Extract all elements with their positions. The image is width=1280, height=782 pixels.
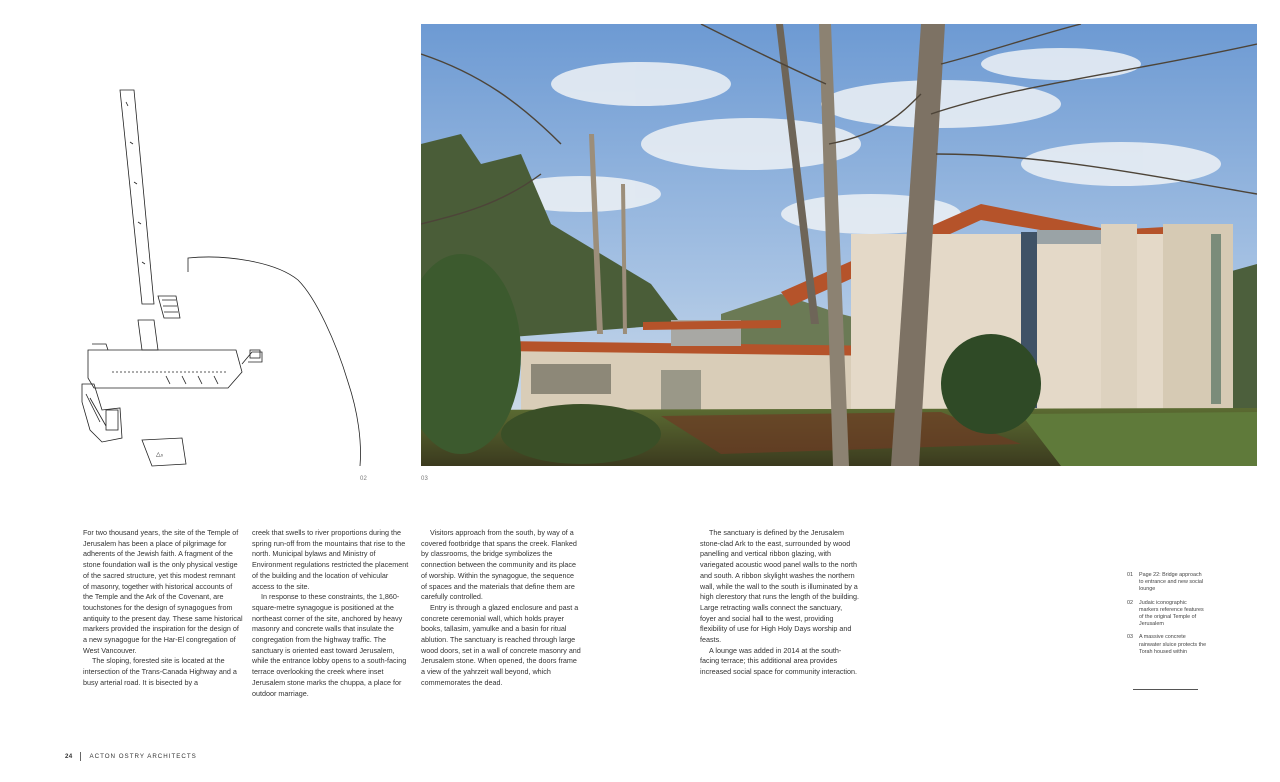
paragraph: Visitors approach from the south, by way of a covered footbridge that spans the creek. Flanked by classrooms, the bridge symbolizes the connection between the community and its place of worship. Within the synagogue, the sequence of spaces and the materials that define them are carefully controlled. [421,528,577,602]
caption-text: A massive concrete rainwater sluice protects the Torah housed within [1139,634,1207,655]
footer-divider [80,752,81,761]
paragraph: The sanctuary is defined by the Jerusalem stone-clad Ark to the east, surrounded by wood panelling and vertical ribbon glazing, with variegated acoustic wood panel walls to the north and south. A ribbon skylight washes the northern wall, while the wall to the south is illuminated by a high clerestory that runs the length of the building. Large retracting walls connect the sanctuary, foyer and social hall to the west, providing flexibility of use for High Holy Days worship and feasts. [700,528,860,645]
caption-number: 03 [1127,634,1133,641]
paragraph: The sloping, forested site is located at the intersection of the Trans-Canada Highway and a busy arterial road. It is bisected by a [83,656,237,687]
caption-item [1127,572,1207,594]
figure-captions [1127,572,1207,662]
text-column-4 [700,528,860,678]
page-footer [65,752,197,761]
caption-item [1127,600,1207,629]
caption-number: 02 [1127,599,1133,606]
site-plan-drawing [76,82,376,474]
paragraph: In response to these constraints, the 1,860-square-metre synagogue is positioned at the northeast corner of the site, anchored by heavy masonry and concrete walls that insulate the congregation from the highway traffic. The sanctuary is oriented east toward Jerusalem, while the entrance lobby opens to a south-facing terrace overlooking the creek where inset Jerusalem stone marks the chuppa, a place for outdoor marriage. [252,592,407,698]
running-head: ACTON OSTRY ARCHITECTS [89,753,197,760]
svg-text:△₀: △₀ [156,452,164,458]
figure-number-02: 02 [360,476,368,482]
caption-text: Judaic iconographic markers reference features of the original Temple of Jerusalem [1139,599,1204,628]
text-column-1 [83,528,243,689]
paragraph: Entry is through a glazed enclosure and past a concrete ceremonial wall, which holds prayer books, tallasim, yamulke and a basin for ritual ablution. The sanctuary is reached through large wood doors, set in a wall of concrete masonry and Jerusalem stone. When opened, the doors frame a view of the yahrzeit wall beyond, which commemorates the dead. [421,602,581,687]
text-column-2 [252,528,412,699]
paragraph: creek that swells to river proportions during the spring run-off from the mountains that rise to the north. Municipal bylaws and Ministry of Environment regulations restricted the placement of the building and the location of vehicular access to the site. [252,528,409,591]
page-number: 24 [65,753,73,760]
figure-number-03: 03 [421,476,429,482]
caption-text: Page 22: Bridge approach to entrance and new social lounge [1139,572,1204,593]
paragraph: For two thousand years, the site of the Temple of Jerusalem has been a place of pilgrimage for adherents of the Jewish faith. A fragment of the stone foundation wall is the only physical vestige of the sacred structure, yet this modest remnant of masonry, together with historical accounts of the Temple and the Ark of the Covenant, are touchstones for the design of synagogues from antiquity to the present day. These same historical markers provided the inspiration for the design of a new synagogue for the Har-El congregation of West Vancouver. [83,528,243,655]
caption-number: 01 [1127,572,1133,578]
caption-divider [1133,689,1198,690]
text-column-3 [421,528,581,689]
synagogue-exterior-photo [421,24,1257,466]
caption-item [1127,634,1207,656]
paragraph: A lounge was added in 2014 at the south-facing terrace; this additional area provides increased social space for community interaction. [700,645,857,677]
